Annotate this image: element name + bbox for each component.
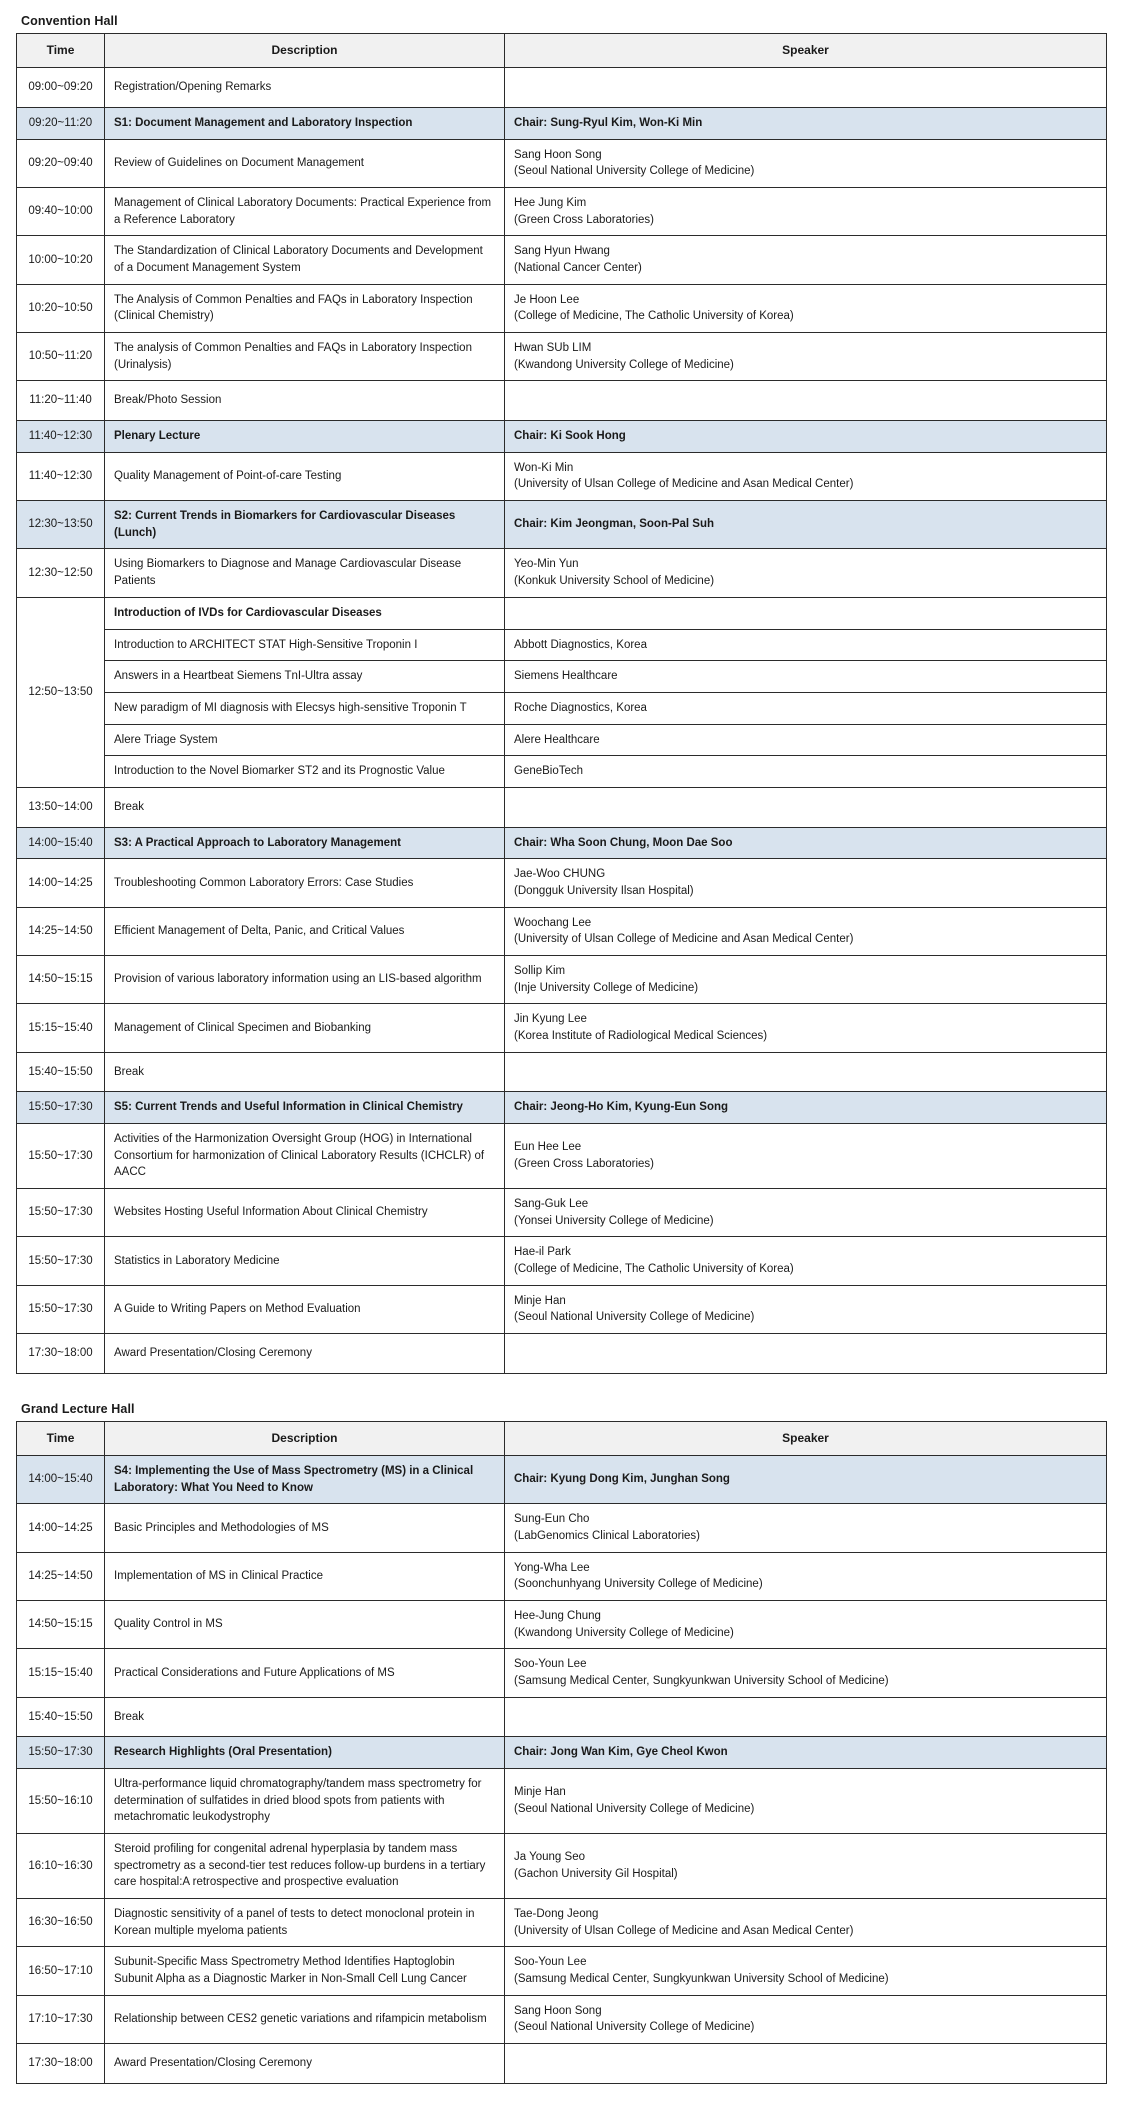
cell-description: Award Presentation/Closing Ceremony [105, 2044, 505, 2084]
cell-speaker [505, 724, 1107, 756]
speaker-name: Minje Han [514, 1786, 566, 1799]
speaker-affiliation: (Dongguk University Ilsan Hospital) [514, 884, 694, 897]
table-row [17, 1285, 1107, 1333]
cell-description: Basic Principles and Methodologies of MS [105, 1504, 505, 1552]
table-row [17, 421, 1107, 453]
cell-time: 12:30~13:50 [17, 501, 105, 549]
table-row [17, 1899, 1107, 1947]
table-header-row [17, 34, 1107, 68]
table-header-row [17, 1421, 1107, 1455]
cell-description: Troubleshooting Common Laboratory Errors: Case Studies [105, 859, 505, 907]
speaker-affiliation: (College of Medicine, The Catholic University of Korea) [514, 1262, 794, 1275]
cell-speaker [505, 756, 1107, 788]
cell-speaker [505, 549, 1107, 597]
column-header-description: Description [105, 34, 505, 68]
cell-time: 11:40~12:30 [17, 452, 105, 500]
schedule-table [16, 1421, 1107, 2084]
speaker-name: Sang Hoon Song [514, 148, 602, 161]
cell-time: 14:25~14:50 [17, 907, 105, 955]
cell-description: Efficient Management of Delta, Panic, and Critical Values [105, 907, 505, 955]
speaker-name: Jin Kyung Lee [514, 1013, 587, 1026]
cell-time: 14:50~15:15 [17, 1601, 105, 1649]
speaker-name: Ja Young Seo [514, 1851, 585, 1864]
cell-description: Quality Management of Point-of-care Testing [105, 452, 505, 500]
speaker-affiliation: (National Cancer Center) [514, 262, 642, 275]
speaker-name: Hwan SUb LIM [514, 342, 592, 355]
table-row [17, 333, 1107, 381]
cell-time: 14:00~14:25 [17, 1504, 105, 1552]
cell-speaker [505, 1899, 1107, 1947]
speaker-affiliation: (Gachon University Gil Hospital) [514, 1868, 678, 1881]
speaker-affiliation: (Samsung Medical Center, Sungkyunkwan University School of Medicine) [514, 1973, 889, 1986]
speaker-name: Je Hoon Lee [514, 293, 580, 306]
cell-speaker [505, 1123, 1107, 1188]
table-row [17, 1123, 1107, 1188]
column-header-speaker: Speaker [505, 1421, 1107, 1455]
cell-time: 17:30~18:00 [17, 2044, 105, 2084]
cell-speaker [505, 1737, 1107, 1769]
cell-speaker [505, 139, 1107, 187]
table-row [17, 1995, 1107, 2043]
column-header-speaker: Speaker [505, 34, 1107, 68]
speaker-affiliation: (University of Ulsan College of Medicine and Asan Medical Center) [514, 933, 854, 946]
cell-speaker [505, 284, 1107, 332]
cell-time: 16:10~16:30 [17, 1834, 105, 1899]
speaker-affiliation: (College of Medicine, The Catholic University of Korea) [514, 310, 794, 323]
speaker-name: Sang Hoon Song [514, 2004, 602, 2017]
table-row [17, 1697, 1107, 1737]
cell-time: 10:20~10:50 [17, 284, 105, 332]
speaker-name: Soo-Youn Lee [514, 1658, 587, 1671]
cell-description: Management of Clinical Laboratory Documents: Practical Experience from a Reference Laboratory [105, 188, 505, 236]
cell-speaker [505, 1649, 1107, 1697]
cell-description: S1: Document Management and Laboratory Inspection [105, 108, 505, 140]
cell-speaker [505, 1834, 1107, 1899]
cell-time: 15:50~17:30 [17, 1237, 105, 1285]
cell-description: Management of Clinical Specimen and Biobanking [105, 1004, 505, 1052]
cell-description: Websites Hosting Useful Information About Clinical Chemistry [105, 1188, 505, 1236]
cell-speaker [505, 68, 1107, 108]
speaker-name: Yong-Wha Lee [514, 1561, 590, 1574]
table-row [17, 629, 1107, 661]
speaker-affiliation: (Green Cross Laboratories) [514, 213, 654, 226]
speaker-affiliation: (University of Ulsan College of Medicine and Asan Medical Center) [514, 478, 854, 491]
cell-time: 11:40~12:30 [17, 421, 105, 453]
cell-time: 10:50~11:20 [17, 333, 105, 381]
table-row [17, 1649, 1107, 1697]
table-row [17, 597, 1107, 629]
cell-description: Answers in a Heartbeat Siemens TnI-Ultra assay [105, 661, 505, 693]
table-row [17, 2044, 1107, 2084]
cell-time: 09:00~09:20 [17, 68, 105, 108]
cell-speaker [505, 955, 1107, 1003]
speaker-name: Chair: Sung-Ryul Kim, Won-Ki Min [514, 117, 703, 130]
cell-speaker [505, 1504, 1107, 1552]
cell-speaker [505, 1004, 1107, 1052]
cell-description: Alere Triage System [105, 724, 505, 756]
cell-time: 15:40~15:50 [17, 1052, 105, 1092]
speaker-name: Sang-Guk Lee [514, 1197, 589, 1210]
cell-time: 15:50~17:30 [17, 1092, 105, 1124]
cell-description: Break [105, 1052, 505, 1092]
speaker-name: Chair: Jeong-Ho Kim, Kyung-Eun Song [514, 1101, 729, 1114]
table-row [17, 452, 1107, 500]
table-row [17, 859, 1107, 907]
table-row [17, 68, 1107, 108]
table-row [17, 381, 1107, 421]
speaker-name: Tae-Dong Jeong [514, 1908, 599, 1921]
cell-time: 15:50~16:10 [17, 1769, 105, 1834]
table-row [17, 756, 1107, 788]
cell-speaker [505, 907, 1107, 955]
speaker-affiliation: (Kwandong University College of Medicine) [514, 358, 734, 371]
cell-description: Break/Photo Session [105, 381, 505, 421]
cell-speaker [505, 1285, 1107, 1333]
table-row [17, 907, 1107, 955]
table-row [17, 1947, 1107, 1995]
cell-description: Steroid profiling for congenital adrenal hyperplasia by tandem mass spectrometry as a second-tier test reduces follow-up burdens in a tertiary care hospital:A retrospective and prospective evaluation [105, 1834, 505, 1899]
speaker-name: Chair: Jong Wan Kim, Gye Cheol Kwon [514, 1746, 728, 1759]
cell-description: Introduction to the Novel Biomarker ST2 and its Prognostic Value [105, 756, 505, 788]
speaker-affiliation: (Samsung Medical Center, Sungkyunkwan University School of Medicine) [514, 1675, 889, 1688]
cell-description: S2: Current Trends in Biomarkers for Cardiovascular Diseases (Lunch) [105, 501, 505, 549]
table-row [17, 1333, 1107, 1373]
cell-time: 16:50~17:10 [17, 1947, 105, 1995]
speaker-affiliation: (Konkuk University School of Medicine) [514, 575, 715, 588]
speaker-name: Hee Jung Kim [514, 197, 587, 210]
cell-description: Review of Guidelines on Document Management [105, 139, 505, 187]
cell-time: 15:15~15:40 [17, 1004, 105, 1052]
cell-time: 12:50~13:50 [17, 597, 105, 787]
cell-speaker [505, 381, 1107, 421]
cell-description: Ultra-performance liquid chromatography/tandem mass spectrometry for determination of sulfatides in dried blood spots from patients with metachromatic leukodystrophy [105, 1769, 505, 1834]
hall-title: Convention Hall [21, 14, 118, 28]
speaker-name: Hae-il Park [514, 1246, 571, 1259]
speaker-name: Sung-Eun Cho [514, 1513, 590, 1526]
table-row [17, 139, 1107, 187]
cell-time: 11:20~11:40 [17, 381, 105, 421]
table-row [17, 955, 1107, 1003]
table-row [17, 1552, 1107, 1600]
cell-speaker [505, 2044, 1107, 2084]
speaker-affiliation: (University of Ulsan College of Medicine and Asan Medical Center) [514, 1924, 854, 1937]
column-header-description: Description [105, 1421, 505, 1455]
speaker-name: Chair: Ki Sook Hong [514, 430, 626, 443]
table-row [17, 284, 1107, 332]
cell-description: Diagnostic sensitivity of a panel of tests to detect monoclonal protein in Korean multiple myeloma patients [105, 1899, 505, 1947]
speaker-affiliation: (Yonsei University College of Medicine) [514, 1214, 714, 1227]
cell-time: 17:30~18:00 [17, 1333, 105, 1373]
table-row [17, 1456, 1107, 1504]
speaker-name: Hee-Jung Chung [514, 1610, 601, 1623]
cell-time: 15:50~17:30 [17, 1285, 105, 1333]
table-row [17, 501, 1107, 549]
cell-speaker [505, 1333, 1107, 1373]
cell-description: The analysis of Common Penalties and FAQs in Laboratory Inspection (Urinalysis) [105, 333, 505, 381]
cell-time: 14:25~14:50 [17, 1552, 105, 1600]
cell-speaker [505, 787, 1107, 827]
table-row [17, 549, 1107, 597]
cell-speaker [505, 859, 1107, 907]
cell-description: Practical Considerations and Future Applications of MS [105, 1649, 505, 1697]
cell-speaker [505, 1092, 1107, 1124]
table-row [17, 787, 1107, 827]
cell-speaker [505, 108, 1107, 140]
cell-time: 09:20~09:40 [17, 139, 105, 187]
cell-time: 15:50~17:30 [17, 1123, 105, 1188]
table-spacer [16, 1374, 1106, 1396]
speaker-name: Eun Hee Lee [514, 1141, 582, 1154]
speaker-affiliation: (Seoul National University College of Medicine) [514, 165, 755, 178]
cell-speaker [505, 236, 1107, 284]
speaker-affiliation: (Green Cross Laboratories) [514, 1157, 654, 1170]
table-row [17, 1188, 1107, 1236]
table-row [17, 661, 1107, 693]
speaker-name: Sang Hyun Hwang [514, 245, 610, 258]
table-row [17, 1237, 1107, 1285]
cell-speaker [505, 452, 1107, 500]
cell-time: 15:50~17:30 [17, 1188, 105, 1236]
speaker-name: Chair: Kyung Dong Kim, Junghan Song [514, 1473, 730, 1486]
cell-time: 15:50~17:30 [17, 1737, 105, 1769]
cell-time: 14:00~15:40 [17, 827, 105, 859]
cell-speaker [505, 333, 1107, 381]
speaker-name: Roche Diagnostics, Korea [514, 701, 647, 714]
cell-speaker [505, 501, 1107, 549]
cell-time: 14:00~15:40 [17, 1456, 105, 1504]
speaker-affiliation: (Seoul National University College of Medicine) [514, 1311, 755, 1324]
speaker-name: Woochang Lee [514, 916, 592, 929]
speaker-name: GeneBioTech [514, 765, 584, 778]
speaker-name: Won-Ki Min [514, 461, 574, 474]
speaker-affiliation: (Seoul National University College of Medicine) [514, 2021, 755, 2034]
table-row [17, 1737, 1107, 1769]
table-row [17, 188, 1107, 236]
speaker-name: Chair: Wha Soon Chung, Moon Dae Soo [514, 836, 733, 849]
cell-time: 17:10~17:30 [17, 1995, 105, 2043]
speaker-name: Siemens Healthcare [514, 670, 618, 683]
cell-description: New paradigm of MI diagnosis with Elecsys high-sensitive Troponin T [105, 692, 505, 724]
cell-time: 14:00~14:25 [17, 859, 105, 907]
table-row [17, 692, 1107, 724]
speaker-affiliation: (Inje University College of Medicine) [514, 981, 699, 994]
cell-speaker [505, 1947, 1107, 1995]
cell-time: 13:50~14:00 [17, 787, 105, 827]
cell-time: 12:30~12:50 [17, 549, 105, 597]
cell-description: Implementation of MS in Clinical Practice [105, 1552, 505, 1600]
cell-description: S4: Implementing the Use of Mass Spectrometry (MS) in a Clinical Laboratory: What You Need to Know [105, 1456, 505, 1504]
cell-speaker [505, 1188, 1107, 1236]
cell-speaker [505, 692, 1107, 724]
cell-speaker [505, 421, 1107, 453]
table-row [17, 236, 1107, 284]
speaker-name: Soo-Youn Lee [514, 1956, 587, 1969]
schedule-tables-container [16, 14, 1106, 2084]
table-row [17, 1092, 1107, 1124]
cell-description: Relationship between CES2 genetic variations and rifampicin metabolism [105, 1995, 505, 2043]
speaker-affiliation: (Soonchunhyang University College of Medicine) [514, 1578, 763, 1591]
table-row [17, 1052, 1107, 1092]
speaker-name: Sollip Kim [514, 964, 566, 977]
cell-speaker [505, 1769, 1107, 1834]
cell-speaker [505, 1552, 1107, 1600]
cell-description: Introduction of IVDs for Cardiovascular Diseases [105, 597, 505, 629]
cell-time: 09:20~11:20 [17, 108, 105, 140]
cell-speaker [505, 661, 1107, 693]
cell-time: 10:00~10:20 [17, 236, 105, 284]
cell-description: Using Biomarkers to Diagnose and Manage Cardiovascular Disease Patients [105, 549, 505, 597]
speaker-affiliation: (Korea Institute of Radiological Medical Sciences) [514, 1029, 768, 1042]
cell-description: Break [105, 787, 505, 827]
speaker-affiliation: (Seoul National University College of Medicine) [514, 1803, 755, 1816]
cell-description: Break [105, 1697, 505, 1737]
table-row [17, 1004, 1107, 1052]
cell-time: 15:15~15:40 [17, 1649, 105, 1697]
cell-speaker [505, 1601, 1107, 1649]
cell-speaker [505, 629, 1107, 661]
column-header-time: Time [17, 1421, 105, 1455]
table-row [17, 1504, 1107, 1552]
table-row [17, 1769, 1107, 1834]
cell-description: Research Highlights (Oral Presentation) [105, 1737, 505, 1769]
table-row [17, 724, 1107, 756]
hall-title: Grand Lecture Hall [21, 1401, 135, 1416]
cell-description: S3: A Practical Approach to Laboratory Management [105, 827, 505, 859]
cell-description: Introduction to ARCHITECT STAT High-Sensitive Troponin I [105, 629, 505, 661]
cell-time: 15:40~15:50 [17, 1697, 105, 1737]
cell-time: 16:30~16:50 [17, 1899, 105, 1947]
cell-description: Quality Control in MS [105, 1601, 505, 1649]
table-row [17, 827, 1107, 859]
table-row [17, 1834, 1107, 1899]
cell-description: The Standardization of Clinical Laboratory Documents and Development of a Document Management System [105, 236, 505, 284]
cell-speaker [505, 1052, 1107, 1092]
cell-description: The Analysis of Common Penalties and FAQs in Laboratory Inspection (Clinical Chemistry) [105, 284, 505, 332]
cell-speaker [505, 597, 1107, 629]
speaker-name: Minje Han [514, 1294, 566, 1307]
schedule-table [16, 33, 1107, 1374]
speaker-name: Yeo-Min Yun [514, 558, 579, 571]
speaker-name: Abbott Diagnostics, Korea [514, 638, 647, 651]
cell-time: 14:50~15:15 [17, 955, 105, 1003]
speaker-name: Alere Healthcare [514, 733, 600, 746]
table-row [17, 108, 1107, 140]
cell-description: Subunit-Specific Mass Spectrometry Method Identifies Haptoglobin Subunit Alpha as a Diagnostic Marker in Non-Small Cell Lung Cancer [105, 1947, 505, 1995]
speaker-name: Jae-Woo CHUNG [514, 868, 606, 881]
cell-description: Provision of various laboratory information using an LIS-based algorithm [105, 955, 505, 1003]
cell-speaker [505, 1456, 1107, 1504]
cell-description: Plenary Lecture [105, 421, 505, 453]
cell-description: Activities of the Harmonization Oversight Group (HOG) in International Consortium for harmonization of Clinical Laboratory Results (ICHCLR) of AACC [105, 1123, 505, 1188]
cell-speaker [505, 1237, 1107, 1285]
cell-speaker [505, 1995, 1107, 2043]
column-header-time: Time [17, 34, 105, 68]
cell-description: Registration/Opening Remarks [105, 68, 505, 108]
cell-time: 09:40~10:00 [17, 188, 105, 236]
cell-speaker [505, 827, 1107, 859]
speaker-affiliation: (Kwandong University College of Medicine) [514, 1626, 734, 1639]
cell-speaker [505, 188, 1107, 236]
speaker-affiliation: (LabGenomics Clinical Laboratories) [514, 1530, 700, 1543]
cell-description: Statistics in Laboratory Medicine [105, 1237, 505, 1285]
cell-description: S5: Current Trends and Useful Information in Clinical Chemistry [105, 1092, 505, 1124]
table-row [17, 1601, 1107, 1649]
cell-description: Award Presentation/Closing Ceremony [105, 1333, 505, 1373]
cell-speaker [505, 1697, 1107, 1737]
speaker-name: Chair: Kim Jeongman, Soon-Pal Suh [514, 518, 714, 531]
cell-description: A Guide to Writing Papers on Method Evaluation [105, 1285, 505, 1333]
